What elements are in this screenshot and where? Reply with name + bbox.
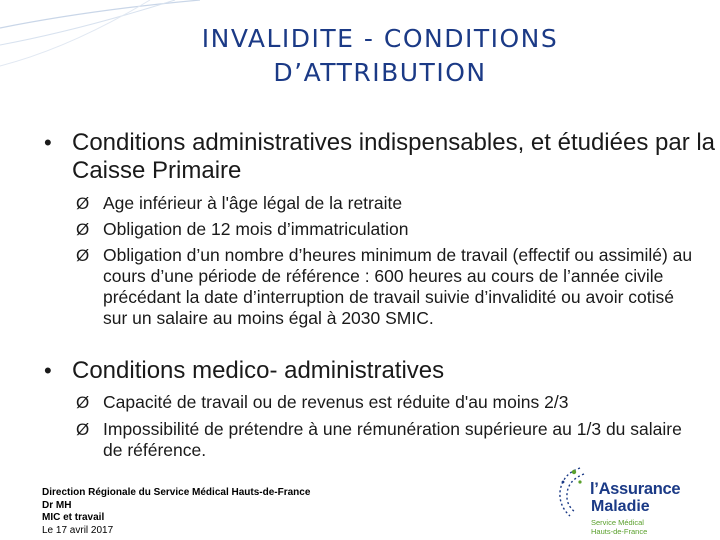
footer-organization: Direction Régionale du Service Médical Hauts-de-France bbox=[42, 487, 311, 498]
sub-bullet-text: Age inférieur à l'âge légal de la retraite bbox=[103, 193, 403, 213]
slide-title bbox=[140, 22, 620, 90]
arrow-bullet-icon: Ø bbox=[76, 246, 90, 265]
footer-author: Dr MH bbox=[42, 499, 72, 511]
footer-date: Le 17 avril 2017 bbox=[42, 524, 114, 536]
logo-sub-line-2: Hauts-de-France bbox=[591, 527, 648, 536]
slide-title-line-1: INVALIDITE - CONDITIONS bbox=[201, 24, 559, 53]
footer bbox=[42, 487, 310, 537]
arrow-bullet-icon: Ø bbox=[76, 420, 90, 439]
logo-brand-line-1: l’Assurance bbox=[590, 480, 681, 498]
logo-sub-line-1: Service Médical bbox=[591, 518, 644, 527]
bullet-text: Conditions medico- administratives bbox=[72, 357, 445, 384]
arrow-bullet-icon: Ø bbox=[76, 220, 90, 239]
assurance-maladie-logo bbox=[548, 460, 708, 536]
arrow-bullet-icon: Ø bbox=[76, 393, 90, 412]
bullet-dot: • bbox=[44, 358, 52, 383]
assurance-maladie-emblem-icon bbox=[550, 462, 590, 522]
footer-topic: MIC et travail bbox=[42, 512, 105, 523]
slide-title-line-2: D’ATTRIBUTION bbox=[273, 58, 487, 87]
sub-bullet-text: Impossibilité de prétendre à une rémunération supérieure au 1/3 du salaire de référence. bbox=[103, 419, 682, 460]
sub-bullet-text: Obligation de 12 mois d’immatriculation bbox=[103, 219, 409, 239]
bullet-text: Conditions administratives indispensables, et étudiées par la Caisse Primaire bbox=[72, 129, 716, 184]
logo-brand-line-2: Maladie bbox=[591, 498, 650, 515]
bullet-dot: • bbox=[44, 130, 52, 155]
sub-bullet-text: Obligation d’un nombre d’heures minimum de travail (effectif ou assimilé) au cours d’une période de référence : 600 heures au cours de l’année civile précédant la date d’interruption de travail suivie d’invalidité ou avoir cotisé sur un salaire au moins égal à 2030 SMIC. bbox=[103, 245, 693, 328]
arrow-bullet-icon: Ø bbox=[76, 194, 90, 213]
sub-bullet-text: Capacité de travail ou de revenus est réduite d'au moins 2/3 bbox=[103, 392, 569, 412]
